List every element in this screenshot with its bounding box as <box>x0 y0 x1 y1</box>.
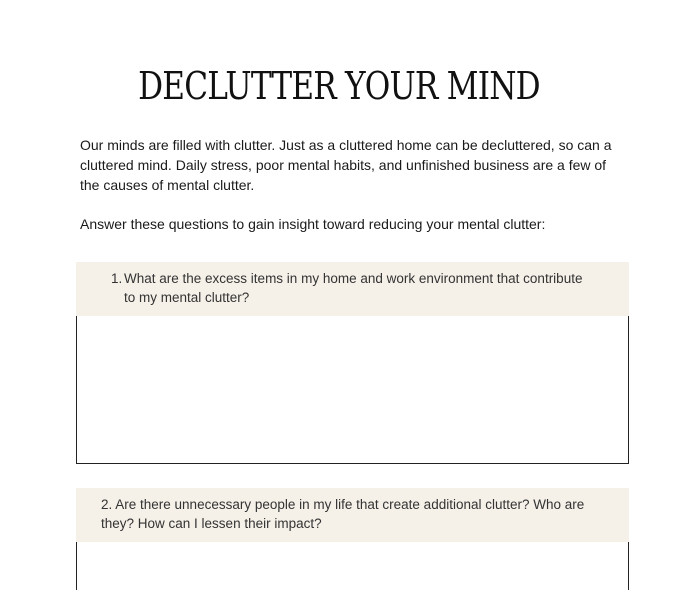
question-2 <box>76 488 629 542</box>
question-1-text: What are the excess items in my home and work environment that contribute to my mental clutter? <box>124 271 583 305</box>
instruction-text: Answer these questions to gain insight toward reducing your mental clutter: <box>80 216 546 232</box>
answer-1-field[interactable] <box>76 316 629 464</box>
intro-paragraph: Our minds are filled with clutter. Just as a cluttered home can be decluttered, so can a cluttered mind. Daily stress, poor mental habits, and unfinished business are a few of the causes of mental clutter. <box>80 137 612 193</box>
question-2-text: 2. Are there unnecessary people in my life that create additional clutter? Who are they? How can I lessen their impact? <box>101 497 585 531</box>
question-1 <box>76 262 629 316</box>
page-title: DECLUTTER YOUR MIND <box>138 64 540 108</box>
answer-2-field[interactable] <box>76 542 629 590</box>
question-1-number: 1. <box>111 271 123 286</box>
